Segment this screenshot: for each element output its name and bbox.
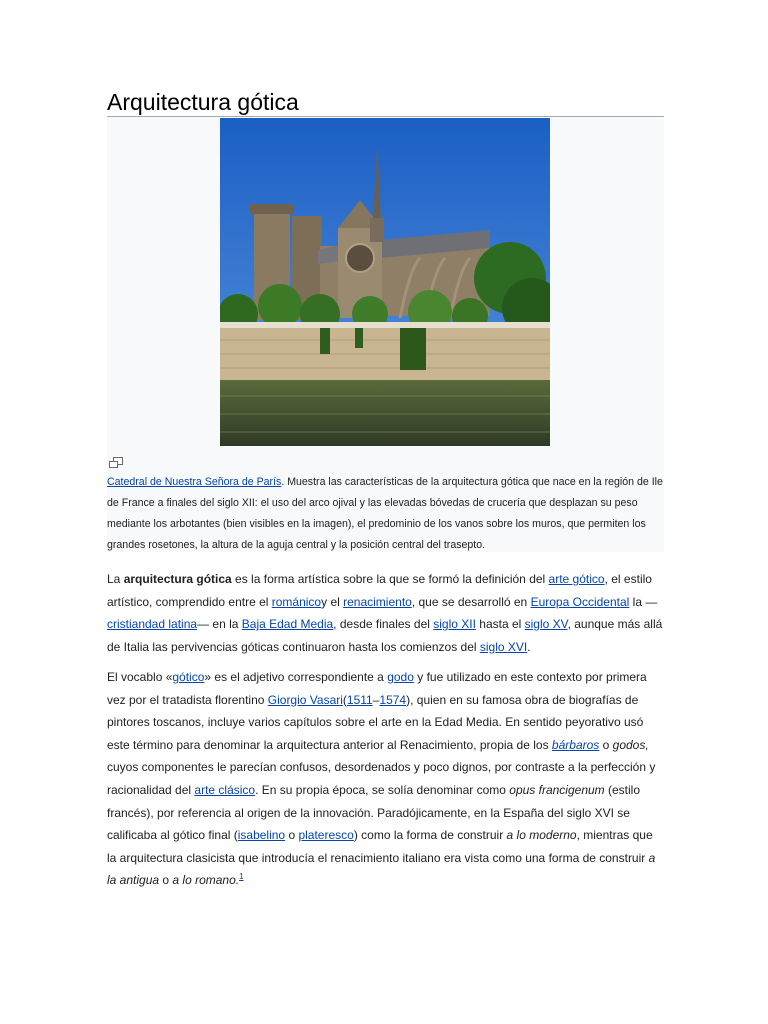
figure-caption [107, 472, 664, 556]
caption-link-notre-dame[interactable]: Catedral de Nuestra Señora de París [107, 476, 282, 488]
cathedral-photo[interactable] [220, 118, 550, 446]
link-renacimiento[interactable]: renacimiento [343, 594, 412, 609]
figure [107, 117, 664, 552]
text-run: o [159, 873, 173, 888]
link-1574[interactable]: 1574 [379, 692, 407, 707]
text-run: y el [321, 594, 344, 609]
text-run: . En su propia época, se solía denominar como [255, 782, 510, 797]
paragraph-etymology [107, 666, 664, 892]
link-gotico[interactable]: gótico [172, 670, 205, 684]
link-siglo-xv[interactable]: siglo XV [524, 617, 568, 632]
bold-term: arquitectura gótica [123, 572, 232, 586]
footnote-ref-1[interactable]: 1 [239, 872, 244, 882]
link-arte-clasico[interactable]: arte clásico [194, 782, 256, 797]
text-run: cuyos componentes le parecían confusos, desordenados y poco dignos, por contraste a la perfección y racionalidad del [107, 760, 656, 797]
text-run: ( [342, 692, 347, 707]
link-romanico[interactable]: románico [271, 594, 322, 609]
text-run: — en la [197, 617, 242, 632]
italic-opus-francigenum: opus francigenum [509, 782, 605, 797]
text-run: » es el adjetivo correspondiente a [204, 670, 388, 684]
link-barbaros[interactable] [552, 738, 599, 752]
text-run: hasta el [475, 617, 525, 632]
text-run: , el estilo artístico, comprendido entre el [107, 572, 652, 609]
text-run: o [285, 828, 299, 843]
text-run: o [599, 737, 613, 752]
caption-text: . Muestra las características de la arquitectura gótica que nace en la región de Ile de France a finales del siglo XII: el uso del arco ojival y las elevadas bóvedas de crucería que desplazan su peso mediante los arbotantes (bien visibles en la imagen), el predominio de los vanos sobre los muros, que permiten los grandes rosetones, la altura de la aguja central y la posición central del trasepto. [107, 476, 663, 551]
italic-a-la-antigua: a la antigua [107, 850, 656, 888]
text-run: . [527, 639, 531, 654]
text-run: La [107, 572, 124, 586]
text-run: (estilo francés), por referencia al origen de la innovación. Paradójicamente, en la España del siglo XVI se calificaba al gótico final ( [107, 782, 640, 843]
text-run: y fue utilizado en este contexto por primera vez por el tratadista florentino [107, 670, 647, 707]
link-isabelino[interactable]: isabelino [237, 828, 286, 843]
link-1511[interactable]: 1511 [346, 692, 373, 707]
text-run: ), quien en su famosa obra de biografías de pintores toscanos, incluye varios capítulos sobre el arte en la Edad Media. En sentido peyorativo usó este término para denominar la arquitectura anterior al Renacimiento, propia de los [107, 692, 644, 752]
link-europa-occidental[interactable]: Europa Occidental [530, 594, 630, 609]
link-arte-gotico[interactable]: arte gótico [548, 572, 605, 586]
text-run: El vocablo « [107, 670, 173, 684]
text-run: , que se desarrolló en [411, 594, 531, 609]
link-godo[interactable]: godo [387, 670, 414, 684]
text-run: , aunque más allá de Italia las pervivencias góticas continuaron hasta los comienzos del [107, 617, 663, 654]
text-run: , mientras que la arquitectura clasicista que introducía el renacimiento italiano era vista como una forma de construir [107, 828, 653, 865]
link-giorgio-vasari[interactable]: Giorgio Vasari [267, 692, 343, 707]
link-siglo-xii[interactable]: siglo XII [433, 617, 476, 632]
text-run: – [372, 692, 380, 707]
text-run: es la forma artística sobre la que se formó la definición del [231, 572, 549, 586]
link-plateresco[interactable]: plateresco [298, 828, 354, 843]
text-run: , desde finales del [333, 617, 434, 632]
link-baja-edad-media[interactable]: Baja Edad Media [241, 617, 334, 632]
link-barbaros-text: bárbaros [551, 737, 600, 752]
text-run: ) como la forma de construir [353, 828, 507, 843]
paragraph-intro [107, 568, 664, 658]
link-siglo-xvi[interactable]: siglo XVI [479, 639, 528, 654]
italic-godos: godos, [612, 737, 649, 752]
italic-a-lo-moderno: a lo moderno [506, 828, 577, 843]
magnify-clip-icon[interactable] [109, 456, 123, 468]
italic-a-lo-romano: a lo romano. [172, 873, 240, 888]
text-run: la — [629, 594, 658, 609]
page-title: Arquitectura gótica [107, 87, 664, 117]
link-cristiandad-latina[interactable]: cristiandad latina [107, 617, 198, 632]
